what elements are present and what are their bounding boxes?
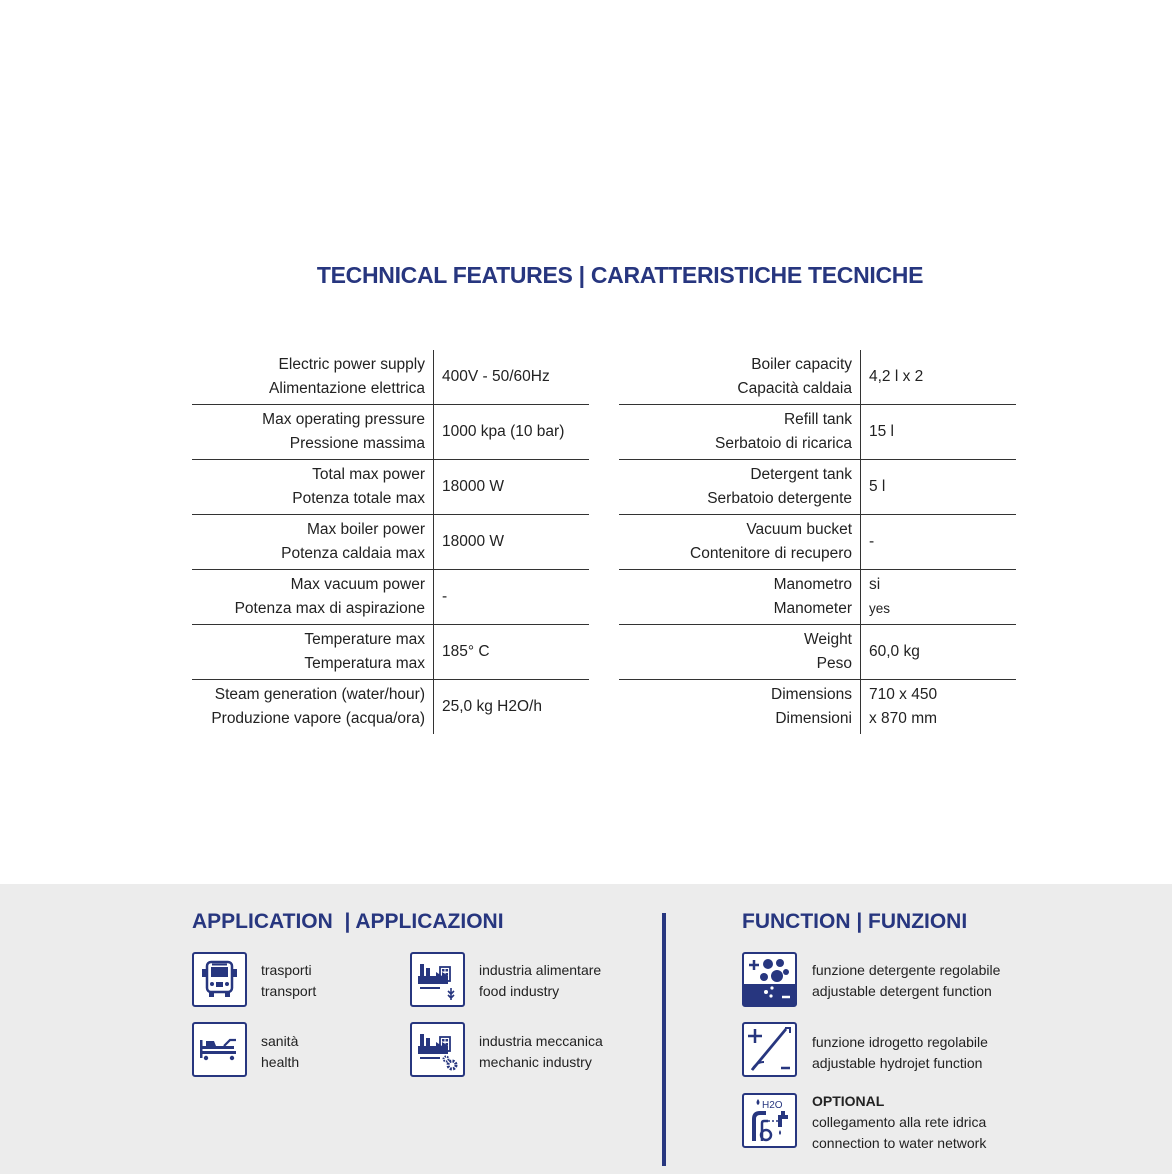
spec-value: 18000 W	[442, 533, 505, 550]
spec-label-en: Max operating pressure	[262, 411, 425, 428]
page-title: TECHNICAL FEATURES | CARATTERISTICHE TECNICHE	[316, 262, 924, 288]
item-label-it: industria alimentare	[479, 962, 602, 978]
spec-value: 15 l	[869, 423, 894, 440]
table-row	[192, 460, 589, 515]
detergent-icon	[742, 952, 797, 1007]
spec-label-en: Vacuum bucket	[746, 521, 852, 538]
spec-value: 60,0 kg	[869, 643, 920, 660]
item-label-en: mechanic industry	[479, 1054, 592, 1070]
spec-label-it: Serbatoio di ricarica	[715, 435, 852, 452]
spec-label-it: Capacità caldaia	[737, 380, 852, 397]
spec-label-en: Dimensions	[771, 686, 852, 703]
spec-value-alt: x 870 mm	[869, 710, 938, 727]
item-label-en: adjustable detergent function	[812, 983, 992, 999]
spec-value: 25,0 kg H2O/h	[442, 698, 542, 715]
spec-label-it: Contenitore di recupero	[690, 545, 852, 562]
list-item	[812, 1091, 986, 1154]
spec-label-en: Refill tank	[783, 411, 852, 428]
item-label-it: sanità	[261, 1033, 299, 1049]
table-row	[192, 515, 589, 570]
spec-label-it: Peso	[816, 655, 852, 672]
list-item	[261, 1031, 299, 1073]
spec-value: 400V - 50/60Hz	[442, 368, 550, 385]
spec-label-it: Dimensioni	[775, 710, 852, 727]
list-item	[812, 960, 1000, 1002]
spec-value: 18000 W	[442, 478, 505, 495]
spec-label-it: Potenza caldaia max	[281, 545, 425, 562]
table-row	[192, 570, 589, 625]
table-row	[619, 680, 1016, 735]
function-title: FUNCTION | FUNZIONI	[742, 910, 968, 933]
spec-value: 1000 kpa (10 bar)	[442, 423, 565, 440]
item-label-en: transport	[261, 983, 317, 999]
food-factory-icon	[410, 952, 465, 1007]
spec-value: 5 l	[869, 478, 886, 495]
table-row	[192, 680, 589, 735]
spec-label-it: Potenza max di aspirazione	[234, 600, 425, 617]
spec-label-it: Temperatura max	[304, 655, 425, 672]
spec-value-alt: yes	[869, 601, 891, 616]
list-item	[479, 960, 601, 1002]
spec-label-it: Potenza totale max	[292, 490, 425, 507]
item-label-en: adjustable hydrojet function	[812, 1055, 983, 1071]
applications-panel	[0, 884, 1172, 1174]
spec-label-it: Alimentazione elettrica	[269, 380, 425, 397]
table-row	[192, 625, 589, 680]
spec-label-en: Total max power	[312, 466, 425, 483]
bus-icon	[192, 952, 247, 1007]
optional-label: OPTIONAL	[812, 1093, 885, 1109]
item-label-it: funzione detergente regolabile	[812, 962, 1001, 978]
spec-table-right	[619, 350, 1016, 734]
item-label-it: collegamento alla rete idrica	[812, 1114, 987, 1130]
table-row	[619, 350, 1016, 405]
spec-table-left	[192, 350, 589, 734]
hydrojet-icon	[742, 1022, 797, 1077]
spec-label-en: Manometro	[773, 576, 852, 593]
spec-value: si	[869, 576, 881, 593]
spec-label-en: Weight	[804, 631, 852, 648]
spec-value: -	[442, 588, 448, 605]
spec-value: 185° C	[442, 643, 490, 660]
h2o-label: H2O	[762, 1100, 783, 1111]
table-row	[619, 570, 1016, 625]
spec-label-en: Boiler capacity	[751, 356, 852, 373]
table-row	[192, 405, 589, 460]
list-item	[261, 960, 316, 1002]
table-row	[192, 350, 589, 405]
spec-value: -	[869, 533, 875, 550]
spec-label-it: Pressione massima	[289, 435, 425, 452]
mechanic-factory-icon	[410, 1022, 465, 1077]
list-item	[812, 1032, 988, 1074]
item-label-en: connection to water network	[812, 1135, 987, 1151]
spec-label-it: Produzione vapore (acqua/ora)	[211, 710, 425, 727]
table-row	[619, 405, 1016, 460]
item-label-it: industria meccanica	[479, 1033, 603, 1049]
spec-label-en: Temperature max	[304, 631, 425, 648]
spec-label-it: Manometer	[773, 600, 852, 617]
spec-label-en: Max boiler power	[306, 521, 425, 538]
spec-value: 710 x 450	[869, 686, 938, 703]
item-label-it: trasporti	[261, 962, 312, 978]
section-divider	[662, 913, 666, 1166]
application-title: APPLICATION | APPLICAZIONI	[192, 910, 504, 933]
item-label-it: funzione idrogetto regolabile	[812, 1034, 988, 1050]
item-label-en: food industry	[479, 983, 560, 999]
hospital-bed-icon	[192, 1022, 247, 1077]
spec-label-en: Detergent tank	[750, 466, 852, 483]
water-tap-icon	[742, 1093, 797, 1148]
spec-value: 4,2 l x 2	[869, 368, 924, 385]
spec-label-en: Max vacuum power	[290, 576, 425, 593]
list-item	[479, 1031, 603, 1073]
item-label-en: health	[261, 1054, 300, 1070]
spec-label-en: Steam generation (water/hour)	[214, 686, 425, 703]
table-row	[619, 460, 1016, 515]
spec-label-en: Electric power supply	[278, 356, 425, 373]
table-row	[619, 515, 1016, 570]
spec-label-it: Serbatoio detergente	[707, 490, 852, 507]
table-row	[619, 625, 1016, 680]
